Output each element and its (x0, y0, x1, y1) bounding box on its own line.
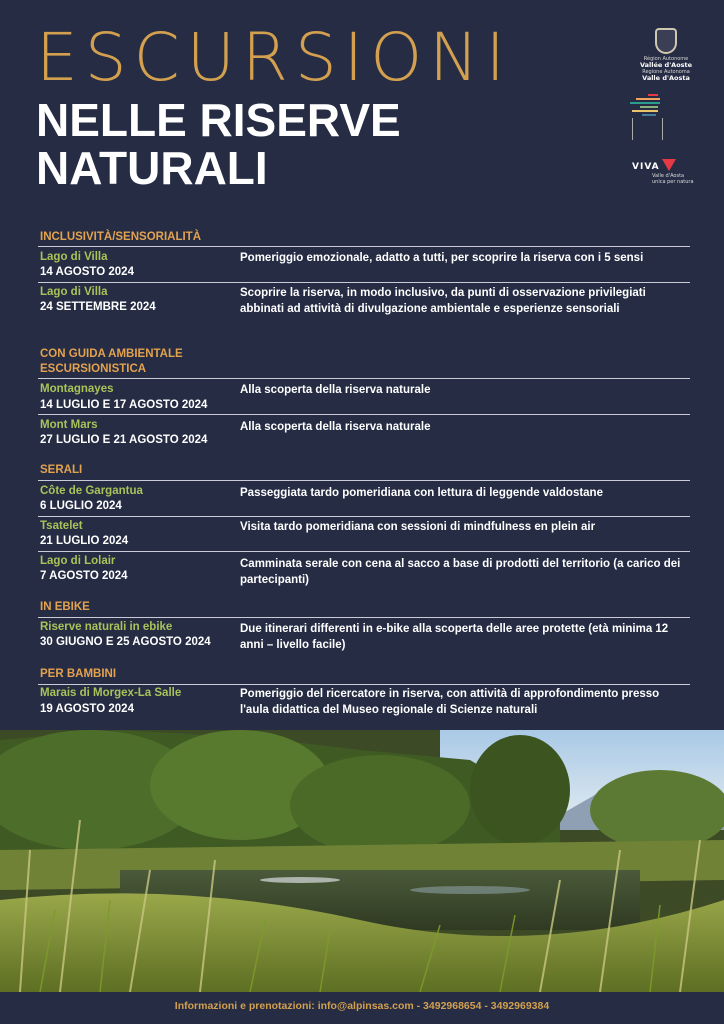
region-line4: Valle d'Aosta (642, 74, 690, 82)
event-date: 21 LUGLIO 2024 (40, 535, 129, 547)
wetland-landscape-photo (0, 730, 724, 992)
network-logo-small-text (632, 118, 706, 140)
event-location: Montagnayes (40, 383, 114, 395)
viva-word: VIVA (632, 162, 660, 172)
event-description: Alla scoperta della riserva naturale (240, 421, 431, 433)
event-location: Riserve naturali in ebike (40, 621, 173, 633)
divider (38, 480, 690, 481)
event-location: Côte de Gargantua (40, 485, 143, 497)
section-title-inclusivita: INCLUSIVITÀ/SENSORIALITÀ (40, 231, 202, 243)
event-description: Due itinerari differenti in e-bike alla scoperta delle aree protette (età minima 12 anni – livello facile) (240, 623, 669, 651)
section-title-ebike: IN EBIKE (40, 601, 90, 613)
event-date: 14 LUGLIO E 17 AGOSTO 2024 (40, 399, 208, 411)
divider (38, 684, 690, 685)
event-description: Visita tardo pomeridiana con sessioni di mindfulness en plein air (240, 521, 596, 533)
section-title-line2: ESCURSIONISTICA (40, 363, 147, 375)
event-description: Alla scoperta della riserva naturale (240, 384, 431, 396)
title-nelle-riserve-naturali (36, 96, 401, 192)
title-escursioni: ESCURSIONI (36, 19, 512, 96)
title-line-naturali: NATURALI (36, 142, 268, 194)
viva-sub1: Valle d'Aosta (652, 173, 685, 179)
section-title-serali: SERALI (40, 464, 83, 476)
event-date: 24 SETTEMBRE 2024 (40, 301, 156, 313)
event-description: Pomeriggio del ricercatore in riserva, con attività di approfondimento presso l'aula didattica del Museo regionale di Scienze naturali (240, 688, 660, 716)
title-line-nelle-riserve: NELLE RISERVE (36, 94, 401, 146)
event-date: 14 AGOSTO 2024 (40, 266, 134, 278)
event-location: Tsatelet (40, 520, 83, 532)
event-date: 27 LUGLIO E 21 AGOSTO 2024 (40, 434, 208, 446)
event-description: Passeggiata tardo pomeridiana con lettura di leggende valdostane (240, 487, 603, 499)
event-description: Pomeriggio emozionale, adatto a tutti, per scoprire la riserva con i 5 sensi (240, 252, 644, 264)
network-logo-icon (630, 94, 670, 116)
logos-column (626, 28, 706, 185)
divider (38, 414, 690, 415)
event-description: Camminata serale con cena al sacco a base di prodotti del territorio (a carico dei partecipanti) (240, 558, 681, 586)
viva-sub2: unica per natura (652, 179, 694, 185)
contact-footer: Informazioni e prenotazioni: info@alpinsas.com - 3492968654 - 3492969384 (0, 992, 724, 1024)
event-location: Lago di Villa (40, 251, 108, 263)
region-line1: Région Autonome (643, 56, 689, 62)
event-location: Mont Mars (40, 419, 98, 431)
divider (38, 617, 690, 618)
regional-seal-icon (655, 28, 677, 54)
event-location: Marais di Morgex-La Salle (40, 687, 182, 699)
viva-logo (626, 154, 706, 185)
divider (38, 282, 690, 283)
divider (38, 551, 690, 552)
event-date: 7 AGOSTO 2024 (40, 570, 128, 582)
section-title-bambini: PER BAMBINI (40, 668, 117, 680)
divider (38, 516, 690, 517)
region-logo-text (626, 56, 706, 82)
divider (38, 246, 690, 247)
event-location: Lago di Lolair (40, 555, 116, 567)
region-line3: Regione Autonoma (642, 69, 690, 75)
event-date: 6 LUGLIO 2024 (40, 500, 122, 512)
event-date: 30 GIUGNO E 25 AGOSTO 2024 (40, 636, 211, 648)
region-line2: Vallée d'Aoste (639, 61, 693, 69)
event-description: Scoprire la riserva, in modo inclusivo, da punti di osservazione privilegiati abbinati ad attività di divulgazione ambientale e esperienze sensoriali (240, 287, 646, 315)
viva-triangle-icon (662, 159, 676, 171)
event-date: 19 AGOSTO 2024 (40, 703, 134, 715)
section-title-guida-ambientale (40, 347, 183, 377)
divider (38, 378, 690, 379)
section-title-line1: CON GUIDA AMBIENTALE (40, 348, 183, 360)
event-location: Lago di Villa (40, 286, 108, 298)
